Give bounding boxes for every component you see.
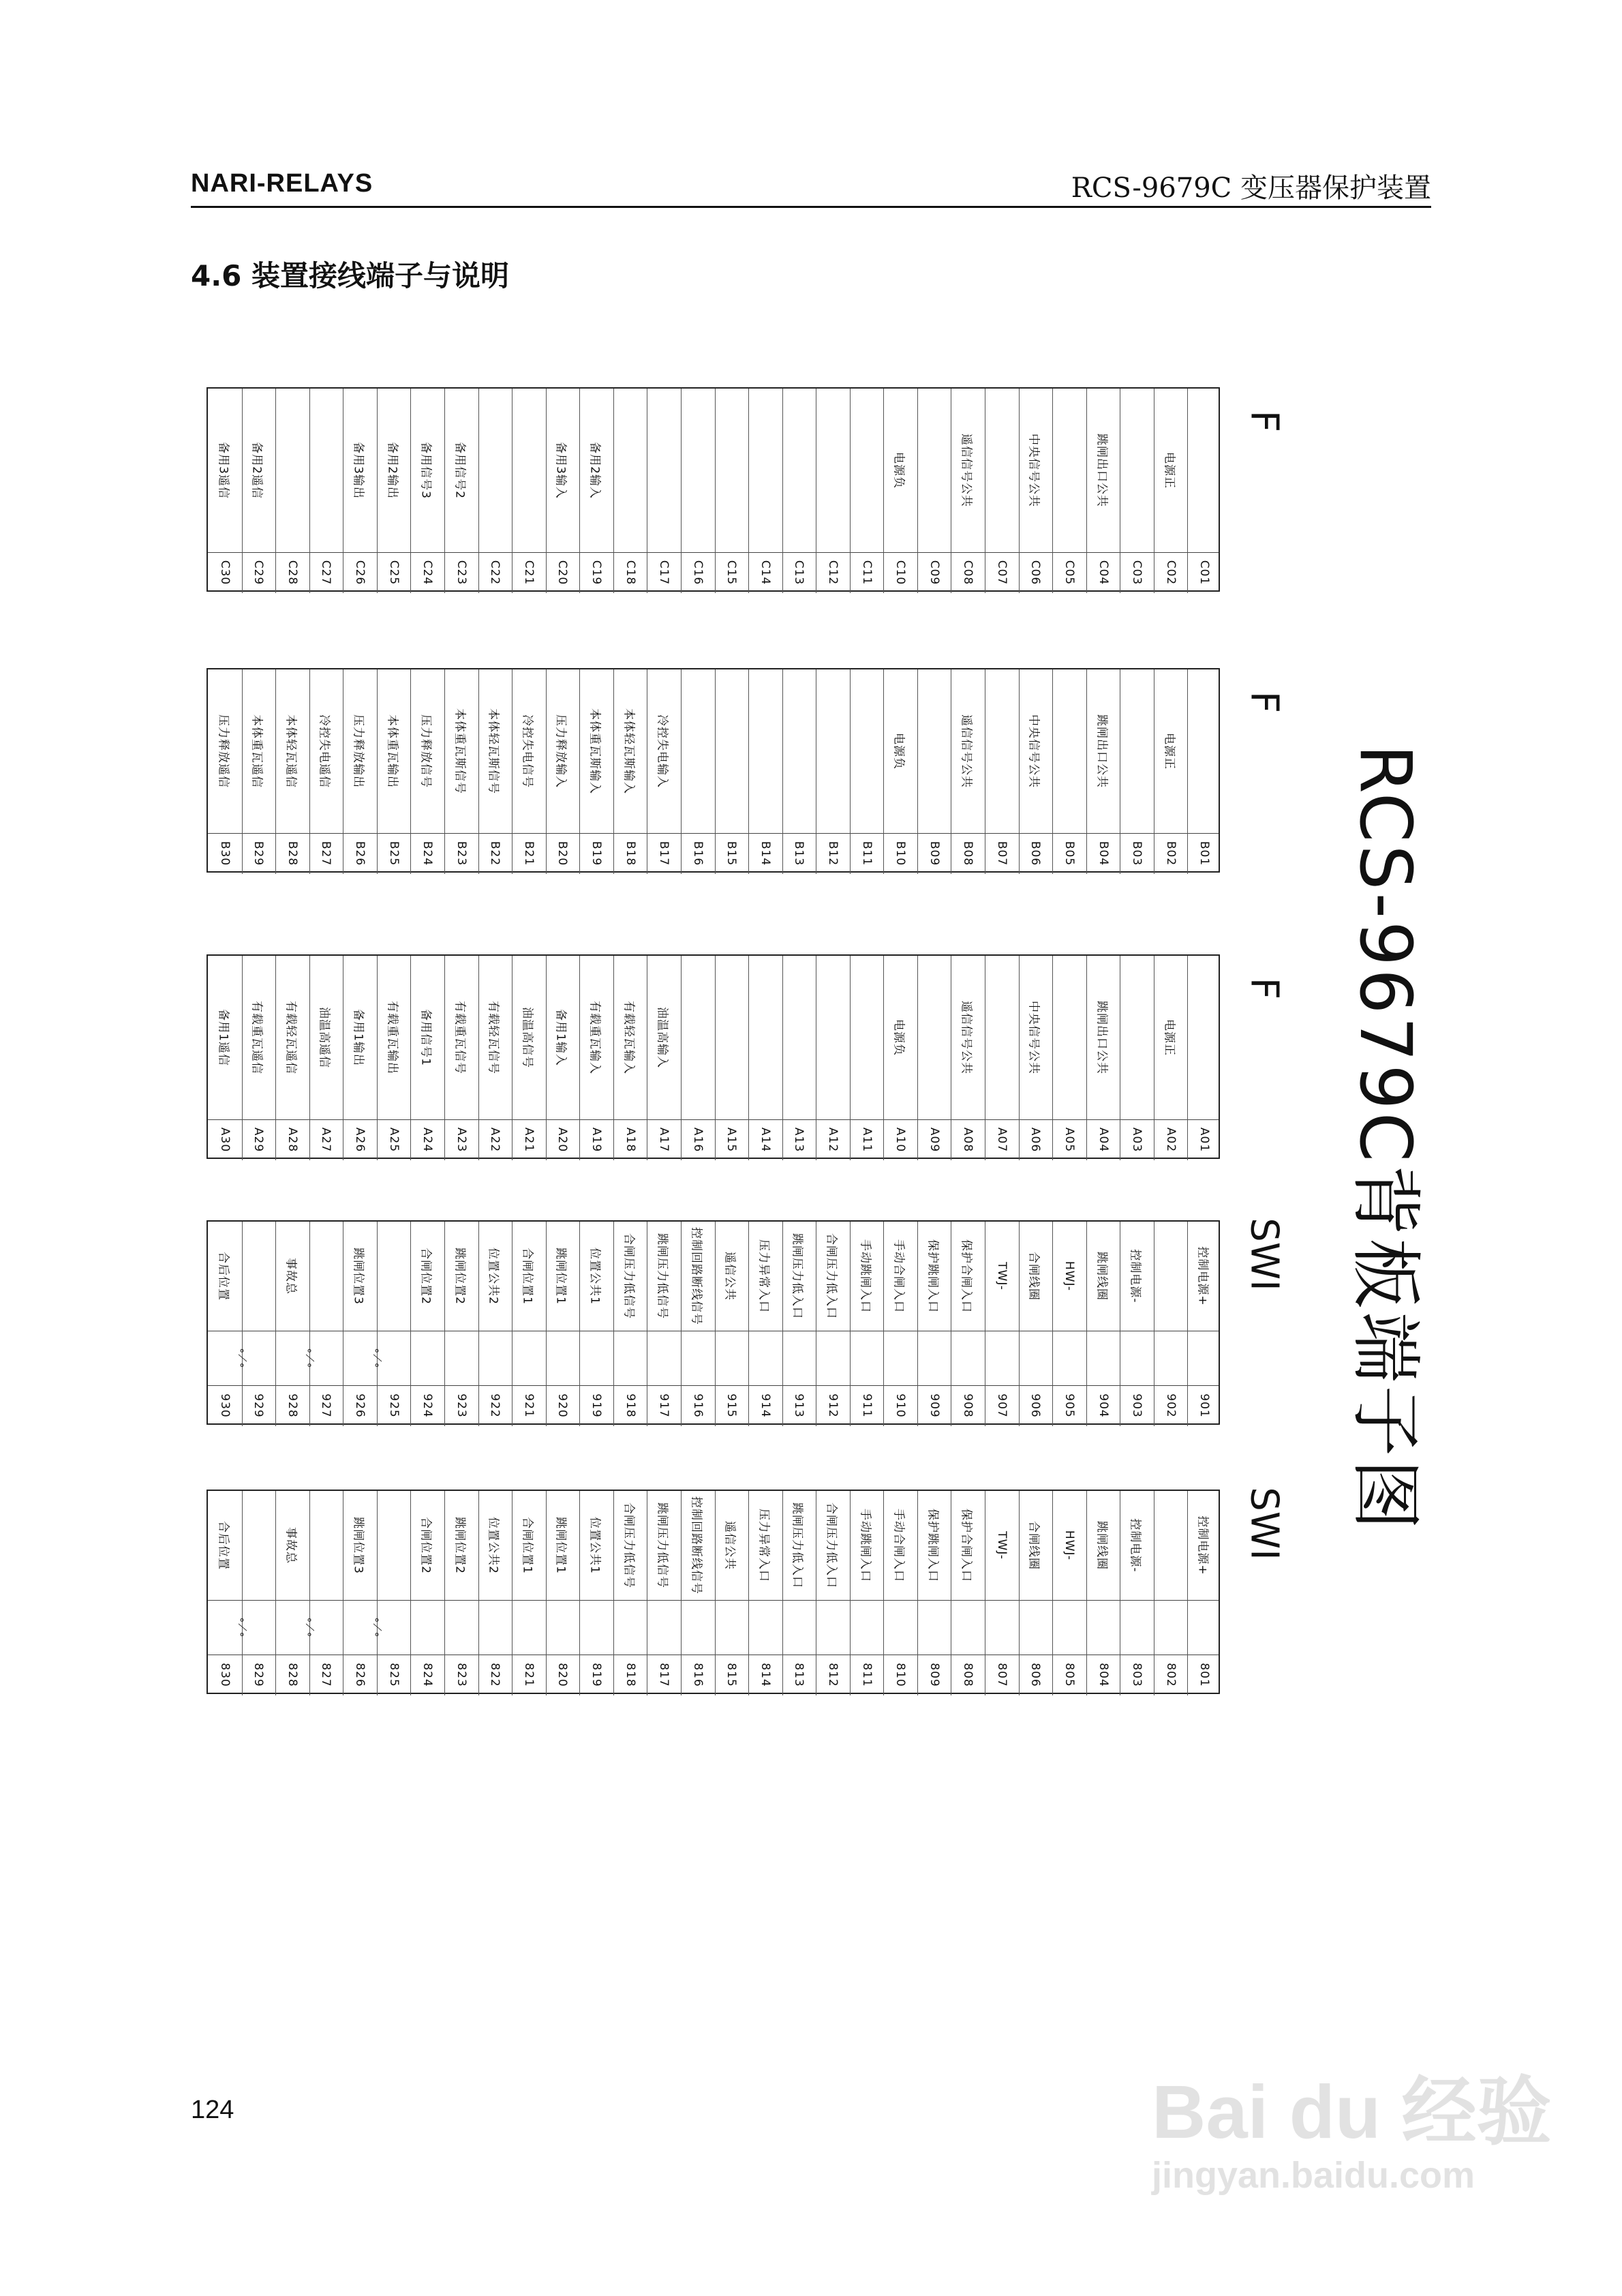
terminal-number: A01	[1197, 1127, 1212, 1153]
terminal-number: C16	[690, 560, 705, 586]
terminal-number: A11	[859, 1127, 874, 1153]
terminal-number: B16	[690, 841, 705, 866]
terminal-label: 跳闸线圈	[1095, 1521, 1109, 1570]
header-rule	[191, 206, 1431, 208]
terminal-label: 事故总	[284, 1258, 298, 1295]
terminal-number: C02	[1163, 560, 1178, 586]
terminal-number: C26	[353, 560, 367, 586]
terminal-label: 手动合闸入口	[891, 1239, 906, 1313]
terminal-label: 有载轻瓦信号	[486, 1001, 500, 1074]
terminal-number: 828	[285, 1663, 299, 1687]
terminal-number: 902	[1163, 1393, 1178, 1418]
terminal-number: A08	[961, 1127, 975, 1153]
terminal-block-C	[206, 387, 1220, 592]
terminal-label: 位置公共2	[486, 1248, 500, 1305]
terminal-label: 跳闸出口公共	[1095, 714, 1109, 788]
switch-contact-icon: ∘⟋∘	[370, 1347, 384, 1369]
terminal-number: 922	[488, 1393, 502, 1418]
terminal-label: 跳闸位置3	[351, 1248, 365, 1305]
terminal-number: A12	[825, 1127, 840, 1153]
terminal-label: 备用1输入	[553, 1009, 568, 1066]
terminal-label: 位置公共1	[587, 1248, 602, 1305]
terminal-number: A14	[758, 1127, 772, 1153]
terminal-label: 遥信信号公共	[959, 1001, 973, 1074]
terminal-label: 合闸压力低信号	[622, 1233, 636, 1319]
terminal-number: B22	[488, 841, 502, 866]
terminal-label: 位置公共2	[486, 1517, 500, 1574]
terminal-number: B03	[1130, 841, 1144, 866]
terminal-label: 保护跳闸入口	[925, 1509, 940, 1582]
terminal-number: A20	[555, 1127, 570, 1153]
terminal-number: A30	[217, 1127, 232, 1153]
terminal-number: A24	[420, 1127, 435, 1153]
terminal-number: 829	[251, 1663, 266, 1687]
terminal-number: C20	[555, 560, 570, 586]
terminal-number: A05	[1062, 1127, 1076, 1153]
terminal-number: 816	[690, 1663, 705, 1687]
switch-contact-icon: ∘⟋∘	[370, 1616, 384, 1638]
terminal-number: 913	[792, 1393, 806, 1418]
terminal-label: 合闸位置2	[418, 1517, 433, 1574]
terminal-number: C19	[590, 560, 604, 586]
terminal-number: B14	[758, 841, 772, 866]
terminal-number: C08	[961, 560, 975, 586]
terminal-label: 本体轻瓦斯信号	[486, 708, 500, 794]
terminal-number: B13	[792, 841, 806, 866]
terminal-label: 跳闸位置2	[453, 1517, 467, 1574]
terminal-number: C14	[758, 560, 772, 586]
terminal-label: 电源正	[1162, 1019, 1176, 1056]
terminal-label: 有载重瓦输出	[385, 1001, 399, 1074]
terminal-number: 917	[657, 1393, 671, 1418]
terminal-number: 903	[1130, 1393, 1144, 1418]
terminal-number: A27	[319, 1127, 333, 1153]
terminal-label: 控制电源+	[1195, 1515, 1210, 1575]
terminal-block-B	[206, 668, 1220, 873]
terminal-number: 914	[758, 1393, 772, 1418]
terminal-number: 930	[217, 1393, 232, 1418]
terminal-number: C18	[623, 560, 637, 586]
terminal-number: C17	[657, 560, 671, 586]
terminal-number: 912	[825, 1393, 840, 1418]
terminal-label: 中央信号公共	[1026, 434, 1041, 507]
terminal-number: C21	[521, 560, 536, 586]
terminal-label: 合后位置	[216, 1521, 230, 1570]
terminal-label: 冷控失电输入	[655, 714, 669, 788]
terminal-label: 电源负	[891, 733, 906, 770]
terminal-label: 有载轻瓦遥信	[284, 1001, 298, 1074]
terminal-number: 905	[1062, 1393, 1076, 1418]
terminal-label: 有载重瓦遥信	[249, 1001, 264, 1074]
terminal-label: 本体重瓦遥信	[249, 714, 264, 788]
terminal-label: HWJ-	[1062, 1530, 1076, 1561]
terminal-label: 合闸位置2	[418, 1248, 433, 1305]
terminal-label: 压力释放遥信	[216, 714, 230, 788]
terminal-number: A23	[454, 1127, 468, 1153]
terminal-label: TWJ-	[994, 1262, 1009, 1290]
switch-contact-icon: ∘⟋∘	[303, 1347, 316, 1369]
terminal-number: B08	[961, 841, 975, 866]
terminal-label: 跳闸位置3	[351, 1517, 365, 1574]
terminal-number: B21	[521, 841, 536, 866]
terminal-label: 保护合闸入口	[959, 1509, 973, 1582]
terminal-number: A22	[488, 1127, 502, 1153]
terminal-number: 909	[927, 1393, 941, 1418]
terminal-number: A10	[893, 1127, 908, 1153]
terminal-number: A21	[521, 1127, 536, 1153]
terminal-number: A28	[285, 1127, 299, 1153]
terminal-number: A09	[927, 1127, 941, 1153]
terminal-label: 中央信号公共	[1026, 714, 1041, 788]
terminal-number: C22	[488, 560, 502, 586]
terminal-label: 遥信公共	[722, 1252, 737, 1301]
terminal-label: 压力异常入口	[756, 1239, 771, 1313]
terminal-label: 有载轻瓦输入	[622, 1001, 636, 1074]
terminal-number: 908	[961, 1393, 975, 1418]
terminal-label: 中央信号公共	[1026, 1001, 1041, 1074]
terminal-number: B24	[420, 841, 435, 866]
terminal-label: 跳闸位置1	[553, 1248, 568, 1305]
terminal-number: 808	[961, 1663, 975, 1687]
terminal-label: 遥信信号公共	[959, 434, 973, 507]
terminal-number: B18	[623, 841, 637, 866]
terminal-number: 822	[488, 1663, 502, 1687]
terminal-number: 806	[1028, 1663, 1043, 1687]
terminal-number: C10	[893, 560, 908, 586]
terminal-label: 电源正	[1162, 452, 1176, 489]
terminal-label: 合闸位置1	[520, 1248, 534, 1305]
terminal-number: 802	[1163, 1663, 1178, 1687]
terminal-label: 备用2输出	[385, 442, 399, 499]
terminal-label: 手动合闸入口	[891, 1509, 906, 1582]
terminal-number: 807	[994, 1663, 1009, 1687]
terminal-label: 控制回路断线信号	[689, 1227, 703, 1325]
terminal-number: A04	[1096, 1127, 1110, 1153]
terminal-label: 冷控失电信号	[520, 714, 534, 788]
terminal-number: B25	[386, 841, 401, 866]
terminal-label: HWJ-	[1062, 1260, 1076, 1292]
terminal-number: 926	[353, 1393, 367, 1418]
terminal-label: 电源负	[891, 1019, 906, 1056]
terminal-label: 合闸压力低信号	[622, 1502, 636, 1588]
terminal-block-A	[206, 954, 1220, 1159]
terminal-number: B28	[285, 841, 299, 866]
terminal-number: 819	[590, 1663, 604, 1687]
terminal-number: 812	[825, 1663, 840, 1687]
terminal-label: 压力释放信号	[418, 714, 433, 788]
terminal-number: 904	[1096, 1393, 1110, 1418]
figure-title-text: RCS-9679C背板端子图	[1344, 744, 1427, 1533]
terminal-label: 控制电源-	[1128, 1518, 1142, 1573]
terminal-number: 916	[690, 1393, 705, 1418]
module-type-letter-text: SWI	[1242, 1487, 1287, 1560]
terminal-label: 保护合闸入口	[959, 1239, 973, 1313]
terminal-label: 本体轻瓦遥信	[284, 714, 298, 788]
terminal-number: B27	[319, 841, 333, 866]
terminal-number: B10	[893, 841, 908, 866]
terminal-number: A19	[590, 1127, 604, 1153]
terminal-number: B06	[1028, 841, 1043, 866]
terminal-number: C05	[1062, 560, 1076, 586]
terminal-number: C03	[1130, 560, 1144, 586]
terminal-label: 油温高信号	[520, 1007, 534, 1068]
terminal-number: 810	[893, 1663, 908, 1687]
terminal-number: 901	[1197, 1393, 1212, 1418]
terminal-number: A17	[657, 1127, 671, 1153]
terminal-label: 备用信号3	[418, 442, 433, 499]
terminal-number: A16	[690, 1127, 705, 1153]
switch-contact-icon: ∘⟋∘	[235, 1347, 249, 1369]
terminal-number: C11	[859, 560, 874, 586]
terminal-label: 本体轻瓦斯输入	[622, 708, 636, 794]
terminal-number: B19	[590, 841, 604, 866]
terminal-number: C27	[319, 560, 333, 586]
terminal-number: 805	[1062, 1663, 1076, 1687]
terminal-label: 有载重瓦信号	[453, 1001, 467, 1074]
terminal-number: 927	[319, 1393, 333, 1418]
terminal-label: 备用1遥信	[216, 1009, 230, 1066]
terminal-label: 跳闸线圈	[1095, 1252, 1109, 1301]
watermark-site: jingyan.baidu.com	[1152, 2155, 1475, 2196]
terminal-label: 备用1输出	[351, 1009, 365, 1066]
terminal-label: 油温高输入	[655, 1007, 669, 1068]
terminal-number: C09	[927, 560, 941, 586]
terminal-number: B12	[825, 841, 840, 866]
terminal-number: C12	[825, 560, 840, 586]
terminal-number: 827	[319, 1663, 333, 1687]
terminal-label: 压力释放输出	[351, 714, 365, 788]
module-type-letter-text: F	[1242, 691, 1287, 714]
terminal-number: 815	[724, 1663, 739, 1687]
terminal-number: C15	[724, 560, 739, 586]
terminal-label: 备用2输入	[587, 442, 602, 499]
terminal-label: 合闸线圈	[1026, 1521, 1041, 1570]
terminal-number: 923	[454, 1393, 468, 1418]
terminal-number: 809	[927, 1663, 941, 1687]
terminal-label: 位置公共1	[587, 1517, 602, 1574]
terminal-number: C29	[251, 560, 266, 586]
terminal-number: A07	[994, 1127, 1009, 1153]
terminal-number: 925	[386, 1393, 401, 1418]
terminal-number: 823	[454, 1663, 468, 1687]
terminal-label: 本体重瓦输出	[385, 714, 399, 788]
terminal-number: 919	[590, 1393, 604, 1418]
terminal-label: 控制回路断线信号	[689, 1496, 703, 1595]
terminal-label: 备用2遥信	[249, 442, 264, 499]
terminal-number: B26	[353, 841, 367, 866]
terminal-number: 921	[521, 1393, 536, 1418]
terminal-number: 824	[420, 1663, 435, 1687]
terminal-number: B15	[724, 841, 739, 866]
terminal-number: A25	[386, 1127, 401, 1153]
terminal-label: 跳闸压力低信号	[655, 1502, 669, 1588]
terminal-number: B23	[454, 841, 468, 866]
terminal-label: 电源负	[891, 452, 906, 489]
terminal-label: 跳闸压力低入口	[790, 1233, 804, 1319]
terminal-number: B11	[859, 841, 874, 866]
terminal-number: A15	[724, 1127, 739, 1153]
terminal-label: 遥信公共	[722, 1521, 737, 1570]
page-number: 124	[191, 2096, 234, 2124]
terminal-label: 压力异常入口	[756, 1509, 771, 1582]
terminal-number: B07	[994, 841, 1009, 866]
terminal-label: 保护跳闸入口	[925, 1239, 940, 1313]
terminal-number: C23	[454, 560, 468, 586]
terminal-number: 804	[1096, 1663, 1110, 1687]
module-type-letter-text: SWI	[1242, 1218, 1287, 1291]
terminal-label: 备用3遥信	[216, 442, 230, 499]
terminal-label: 压力释放输入	[553, 714, 568, 788]
terminal-number: C04	[1096, 560, 1110, 586]
header-device-title: RCS-9679C 变压器保护装置	[1071, 172, 1431, 204]
terminal-label: 合闸位置1	[520, 1517, 534, 1574]
terminal-label: 跳闸出口公共	[1095, 434, 1109, 507]
header-brand: NARI-RELAYS	[191, 169, 373, 198]
terminal-number: C25	[386, 560, 401, 586]
section-title: 4.6 装置接线端子与说明	[191, 259, 510, 292]
terminal-label: 跳闸位置2	[453, 1248, 467, 1305]
terminal-number: 920	[555, 1393, 570, 1418]
terminal-number: 826	[353, 1663, 367, 1687]
terminal-label: 遥信信号公共	[959, 714, 973, 788]
terminal-label: 本体重瓦斯输入	[587, 708, 602, 794]
terminal-number: A03	[1130, 1127, 1144, 1153]
terminal-number: 811	[859, 1663, 874, 1687]
terminal-label: 手动跳闸入口	[858, 1239, 872, 1313]
terminal-number: A29	[251, 1127, 266, 1153]
terminal-number: B04	[1096, 841, 1110, 866]
terminal-number: B05	[1062, 841, 1076, 866]
terminal-label: 控制电源-	[1128, 1249, 1142, 1303]
terminal-label: 事故总	[284, 1527, 298, 1564]
terminal-label: 合闸压力低入口	[824, 1233, 838, 1319]
terminal-number: 825	[386, 1663, 401, 1687]
terminal-number: 918	[623, 1393, 637, 1418]
terminal-number: B17	[657, 841, 671, 866]
terminal-number: A06	[1028, 1127, 1043, 1153]
terminal-number: C28	[285, 560, 299, 586]
terminal-label: 备用信号2	[453, 442, 467, 499]
terminal-block-8	[206, 1490, 1220, 1694]
terminal-number: 924	[420, 1393, 435, 1418]
watermark	[1152, 2052, 1552, 2196]
terminal-label: 有载重瓦输入	[587, 1001, 602, 1074]
terminal-number: 817	[657, 1663, 671, 1687]
terminal-label: 冷控失电遥信	[317, 714, 331, 788]
terminal-number: A26	[353, 1127, 367, 1153]
terminal-number: 907	[994, 1393, 1009, 1418]
terminal-number: A13	[792, 1127, 806, 1153]
terminal-block-9	[206, 1220, 1220, 1425]
terminal-label: 跳闸位置1	[553, 1517, 568, 1574]
terminal-number: A18	[623, 1127, 637, 1153]
terminal-number: 820	[555, 1663, 570, 1687]
terminal-number: 818	[623, 1663, 637, 1687]
terminal-label: TWJ-	[994, 1531, 1009, 1560]
terminal-number: 830	[217, 1663, 232, 1687]
terminal-number: A02	[1163, 1127, 1178, 1153]
terminal-number: C13	[792, 560, 806, 586]
terminal-number: 906	[1028, 1393, 1043, 1418]
module-type-letter-text: F	[1242, 410, 1287, 433]
terminal-number: 915	[724, 1393, 739, 1418]
terminal-number: 910	[893, 1393, 908, 1418]
switch-contact-icon: ∘⟋∘	[303, 1616, 316, 1638]
terminal-label: 控制电源+	[1195, 1246, 1210, 1306]
terminal-label: 合闸压力低入口	[824, 1502, 838, 1588]
terminal-number: 929	[251, 1393, 266, 1418]
terminal-number: B20	[555, 841, 570, 866]
terminal-number: B09	[927, 841, 941, 866]
module-type-letter-text: F	[1242, 977, 1287, 1000]
switch-contact-icon: ∘⟋∘	[235, 1616, 249, 1638]
terminal-label: 备用3输出	[351, 442, 365, 499]
terminal-number: B02	[1163, 841, 1178, 866]
terminal-label: 合后位置	[216, 1252, 230, 1301]
terminal-number: C07	[994, 560, 1009, 586]
watermark-logo: Bai du 经验	[1152, 2070, 1552, 2154]
terminal-number: B29	[251, 841, 266, 866]
terminal-number: C30	[217, 560, 232, 586]
terminal-label: 合闸线圈	[1026, 1252, 1041, 1301]
terminal-label: 备用信号1	[418, 1009, 433, 1066]
terminal-label: 跳闸压力低信号	[655, 1233, 669, 1319]
terminal-label: 备用3输入	[553, 442, 568, 499]
terminal-number: 814	[758, 1663, 772, 1687]
terminal-number: B01	[1197, 841, 1212, 866]
terminal-label: 油温高遥信	[317, 1007, 331, 1068]
terminal-number: 813	[792, 1663, 806, 1687]
terminal-number: C06	[1028, 560, 1043, 586]
terminal-label: 本体重瓦斯信号	[453, 708, 467, 794]
terminal-number: C24	[420, 560, 435, 586]
terminal-label: 跳闸出口公共	[1095, 1001, 1109, 1074]
terminal-number: 911	[859, 1393, 874, 1418]
terminal-number: 821	[521, 1663, 536, 1687]
terminal-label: 跳闸压力低入口	[790, 1502, 804, 1588]
terminal-number: 801	[1197, 1663, 1212, 1687]
terminal-number: C01	[1197, 560, 1212, 586]
terminal-number: B30	[217, 841, 232, 866]
terminal-number: 928	[285, 1393, 299, 1418]
terminal-label: 电源正	[1162, 733, 1176, 770]
terminal-label: 手动跳闸入口	[858, 1509, 872, 1582]
terminal-number: 803	[1130, 1663, 1144, 1687]
